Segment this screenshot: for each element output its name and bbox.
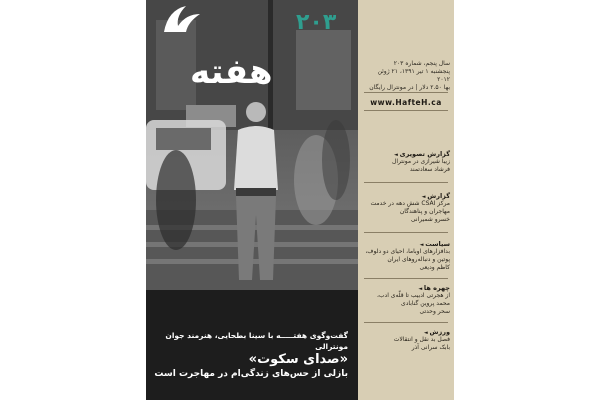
toc-section: ورزش ◄ [362,328,450,336]
toc-line: مرکز CSAI شش دهه در خدمت [370,200,450,207]
divider [364,232,448,233]
divider [364,110,448,111]
website-url: www.HafteH.ca [370,98,442,107]
toc-entry [362,192,450,224]
headline-title: «صدای سکوت» [248,352,348,367]
magazine-logo: هفته [190,52,273,92]
divider [364,278,448,279]
toc-line: فرشاد سعادتمند [409,166,450,173]
issue-meta [364,60,450,92]
toc-line: مهاجران و پناهندگان [399,208,450,215]
toc-line: بابک سرانی آذر [411,344,450,351]
toc-entry [362,284,450,316]
issue-number: ۲۰۳ [296,10,337,35]
divider [364,322,448,323]
toc-line: محمد پروین گنابادی [401,300,450,307]
toc-entry [362,328,450,352]
toc-line: سحر وحدتی [419,308,450,315]
meta-line: سال پنجم، شماره ۲۰۳ [393,60,450,67]
headline-kicker: گفت‌وگوی هفتـــــه با سینا بطحایی، هنرمند جوان مونترالی [165,331,348,351]
cover-photo [146,0,358,400]
toc-entry [362,240,450,272]
toc-line: خسرو شمیرانی [410,216,450,223]
cover-headline [148,330,348,380]
headline-subtitle: بازلی از حس‌های زندگی‌ام در مهاجرت است [154,369,348,379]
toc-section: چهره ها ◄ [362,284,450,292]
divider [364,92,448,93]
bird-logo-icon [146,0,266,60]
meta-line: بها ۲.۵۰ دلار | در مونترال رایگان [369,84,450,91]
toc-section: گزارش تصویری ◄ [362,150,450,158]
cover-sidebar [358,0,454,400]
toc-section: سیاست ◄ [362,240,450,248]
toc-line: فصل بد نقل و انتقالات [393,336,450,343]
toc-line: بدافزارهای اوباما، احیای دو دلوف، [365,248,450,255]
meta-line: پنجشنبه ۱ تیر ۱۳۹۱، ۲۱ ژوئن ۲۰۱۲ [377,68,450,83]
toc-entry [362,150,450,174]
toc-line: پوتین و دنباله‌روهای ایران [387,256,450,263]
toc-line: از هجرتی ادبیب تا قلّه‌ی ادب، [376,292,450,299]
toc-line: کاظم ودیعی [419,264,450,271]
magazine-cover [146,0,454,400]
toc-line: زیبا شیرازی در مونترال [391,158,450,165]
toc-section: گزارش ◄ [362,192,450,200]
divider [364,182,448,183]
